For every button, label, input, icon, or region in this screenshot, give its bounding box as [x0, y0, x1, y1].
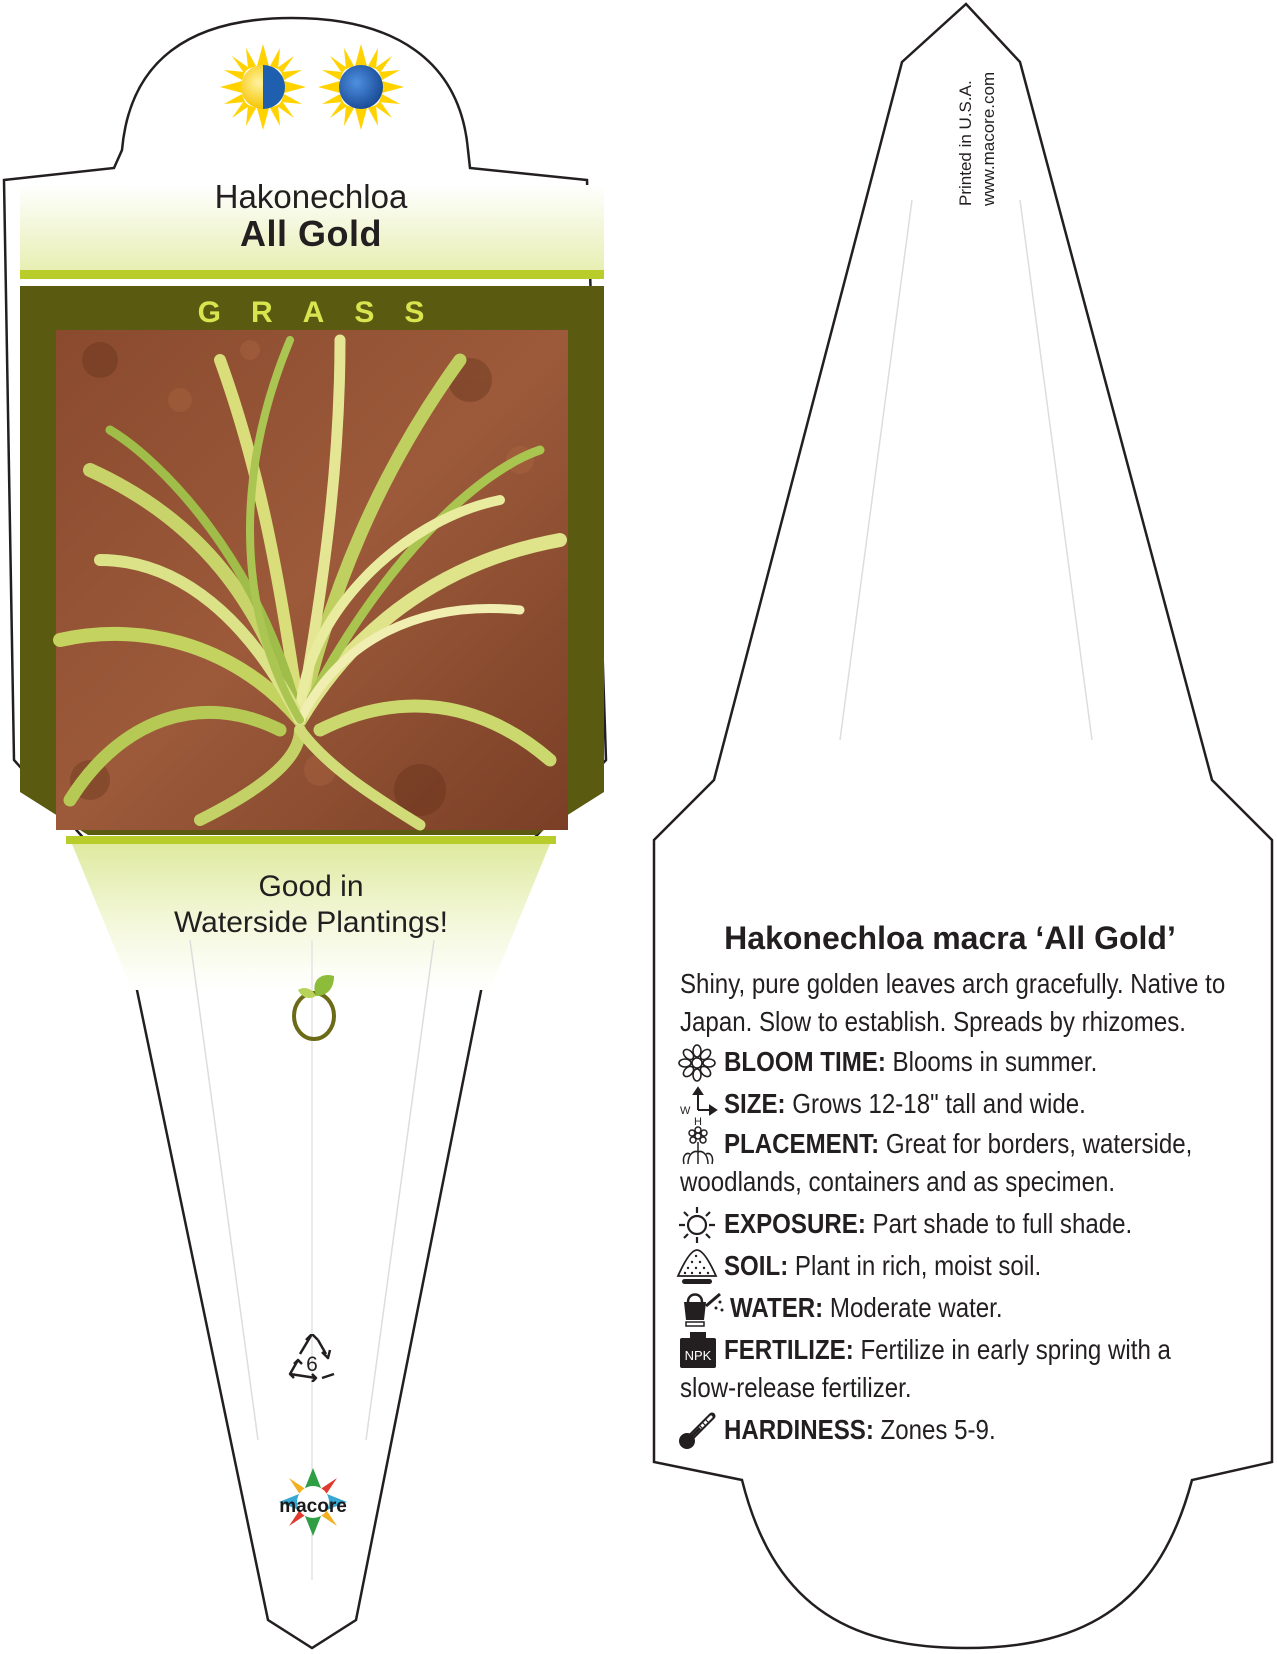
part-shade-sun-icon [220, 44, 306, 130]
care-label: FERTILIZE: [724, 1334, 854, 1365]
care-row-soil [724, 1250, 1041, 1282]
size-arrows-icon [678, 1086, 718, 1126]
svg-text:NPK: NPK [684, 1348, 712, 1363]
care-label: WATER: [730, 1292, 824, 1323]
care-text: Plant in rich, moist soil. [794, 1250, 1042, 1281]
care-row-bloom [724, 1046, 1097, 1078]
care-label: BLOOM TIME: [724, 1046, 886, 1077]
description-line-2: Japan. Slow to establish. Spreads by rhizomes. [680, 1006, 1186, 1037]
care-row-water [730, 1292, 1003, 1324]
description-line-1: Shiny, pure golden leaves arch gracefully. Native to [680, 968, 1226, 999]
full-shade-sun-icon [318, 44, 404, 130]
care-label: PLACEMENT: [724, 1128, 880, 1159]
care-row-hardiness [724, 1414, 996, 1446]
care-text: Great for borders, waterside, [885, 1128, 1193, 1159]
watering-can-icon [676, 1288, 724, 1328]
website-label: www.macore.com [979, 71, 998, 206]
seedling-icon [286, 972, 342, 1042]
care-text: Part shade to full shade. [872, 1208, 1133, 1239]
svg-text:H: H [694, 1116, 702, 1126]
npk-fertilizer-icon [678, 1330, 718, 1370]
care-label: EXPOSURE: [724, 1208, 866, 1239]
recycle-number: 6 [306, 1353, 318, 1376]
care-label: HARDINESS: [724, 1414, 874, 1445]
tagline-line-1: Good in [258, 870, 364, 903]
brand-name: macore [279, 1496, 347, 1517]
thermometer-icon [678, 1410, 718, 1450]
tagline-line-2: Waterside Plantings! [173, 906, 448, 939]
care-continuation: slow-release fertilizer. [680, 1372, 912, 1403]
care-text: Zones 5-9. [880, 1414, 996, 1445]
flower-icon [678, 1044, 716, 1082]
botanical-name: Hakonechloa macra ‘All Gold’ [724, 920, 1176, 956]
plant-category: GRASS [197, 296, 455, 329]
plant-cultivar-title: All Gold [240, 213, 382, 254]
sun-outline-icon [678, 1206, 716, 1244]
care-text: Blooms in summer. [892, 1046, 1098, 1077]
care-text: Fertilize in early spring with a [860, 1334, 1171, 1365]
care-row-placement [724, 1128, 1192, 1160]
soil-pile-icon [676, 1246, 718, 1286]
care-label: SOIL: [724, 1250, 789, 1281]
svg-text:W: W [680, 1105, 691, 1117]
care-row-exposure [724, 1208, 1132, 1240]
care-text: Moderate water. [829, 1292, 1003, 1323]
plant-genus-title: Hakonechloa [214, 178, 408, 215]
care-row-fertilize [724, 1334, 1171, 1366]
care-continuation: woodlands, containers and as specimen. [680, 1166, 1116, 1197]
care-row-size [724, 1088, 1086, 1120]
care-text: Grows 12-18" tall and wide. [792, 1088, 1086, 1119]
placement-flowers-icon [678, 1126, 718, 1166]
care-label: SIZE: [724, 1088, 786, 1119]
printed-in-label: Printed in U.S.A. [956, 80, 975, 206]
